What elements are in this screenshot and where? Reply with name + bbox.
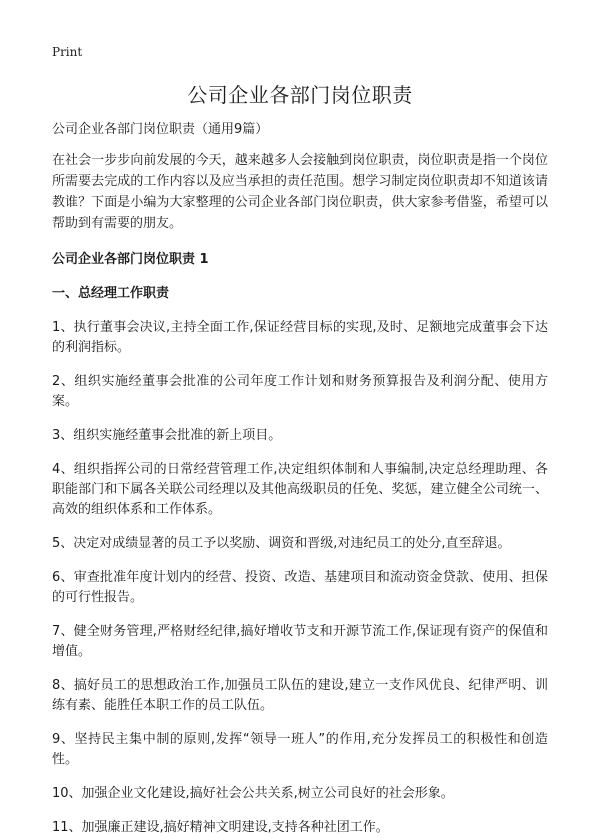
- document-subtitle: 公司企业各部门岗位职责（通用9篇）: [52, 122, 269, 137]
- print-label: Print: [52, 45, 83, 59]
- list-item: 8、搞好员工的思想政治工作,加强员工队伍的建设,建立一支作风优良、纪律严明、训练有素、能胜任本职工作的员工队伍。: [52, 678, 548, 713]
- sub-heading: 一、总经理工作职责: [52, 286, 170, 301]
- list-item: 4、组织指挥公司的日常经营管理工作,决定组织体制和人事编制,决定总经理助理、各职能部门和下属各关联公司经理以及其他高级职员的任免、奖惩，建立健全公司统一、高效的组织体系和工作体系。: [52, 462, 548, 517]
- section-heading: 公司企业各部门岗位职责 1: [52, 252, 209, 267]
- list-item: 5、决定对成绩显著的员工予以奖励、调资和晋级,对违纪员工的处分,直至辞退。: [52, 536, 511, 551]
- list-item: 7、健全财务管理,严格财经纪律,搞好增收节支和开源节流工作,保证现有资产的保值和增值。: [52, 624, 548, 659]
- intro-paragraph: 在社会一步步向前发展的今天，越来越多人会接触到岗位职责，岗位职责是指一个岗位所需要去完成的工作内容以及应当承担的责任范围。想学习制定岗位职责却不知道该请教谁？下面是小编为大家整理的公司企业各部门岗位职责，供大家参考借鉴，希望可以帮助到有需要的朋友。: [52, 153, 548, 231]
- list-item: 3、组织实施经董事会批准的新上项目。: [52, 428, 282, 443]
- list-item: 1、执行董事会决议,主持全面工作,保证经营目标的实现,及时、足额地完成董事会下达的利润指标。: [52, 320, 548, 355]
- duty-list: [52, 318, 548, 838]
- list-item: 9、坚持民主集中制的原则,发挥“领导一班人”的作用,充分发挥员工的积极性和创造性。: [52, 732, 548, 767]
- list-item: 10、加强企业文化建设,搞好社会公共关系,树立公司良好的社会形象。: [52, 786, 454, 801]
- page-title: 公司企业各部门岗位职责: [187, 83, 413, 107]
- list-item: 6、审查批准年度计划内的经营、投资、改造、基建项目和流动资金贷款、使用、担保的可行性报告。: [52, 570, 548, 605]
- list-item: 11、加强廉正建设,搞好精神文明建设,支持各种社团工作。: [52, 820, 389, 835]
- list-item: 2、组织实施经董事会批准的公司年度工作计划和财务预算报告及利润分配、使用方案。: [52, 374, 548, 409]
